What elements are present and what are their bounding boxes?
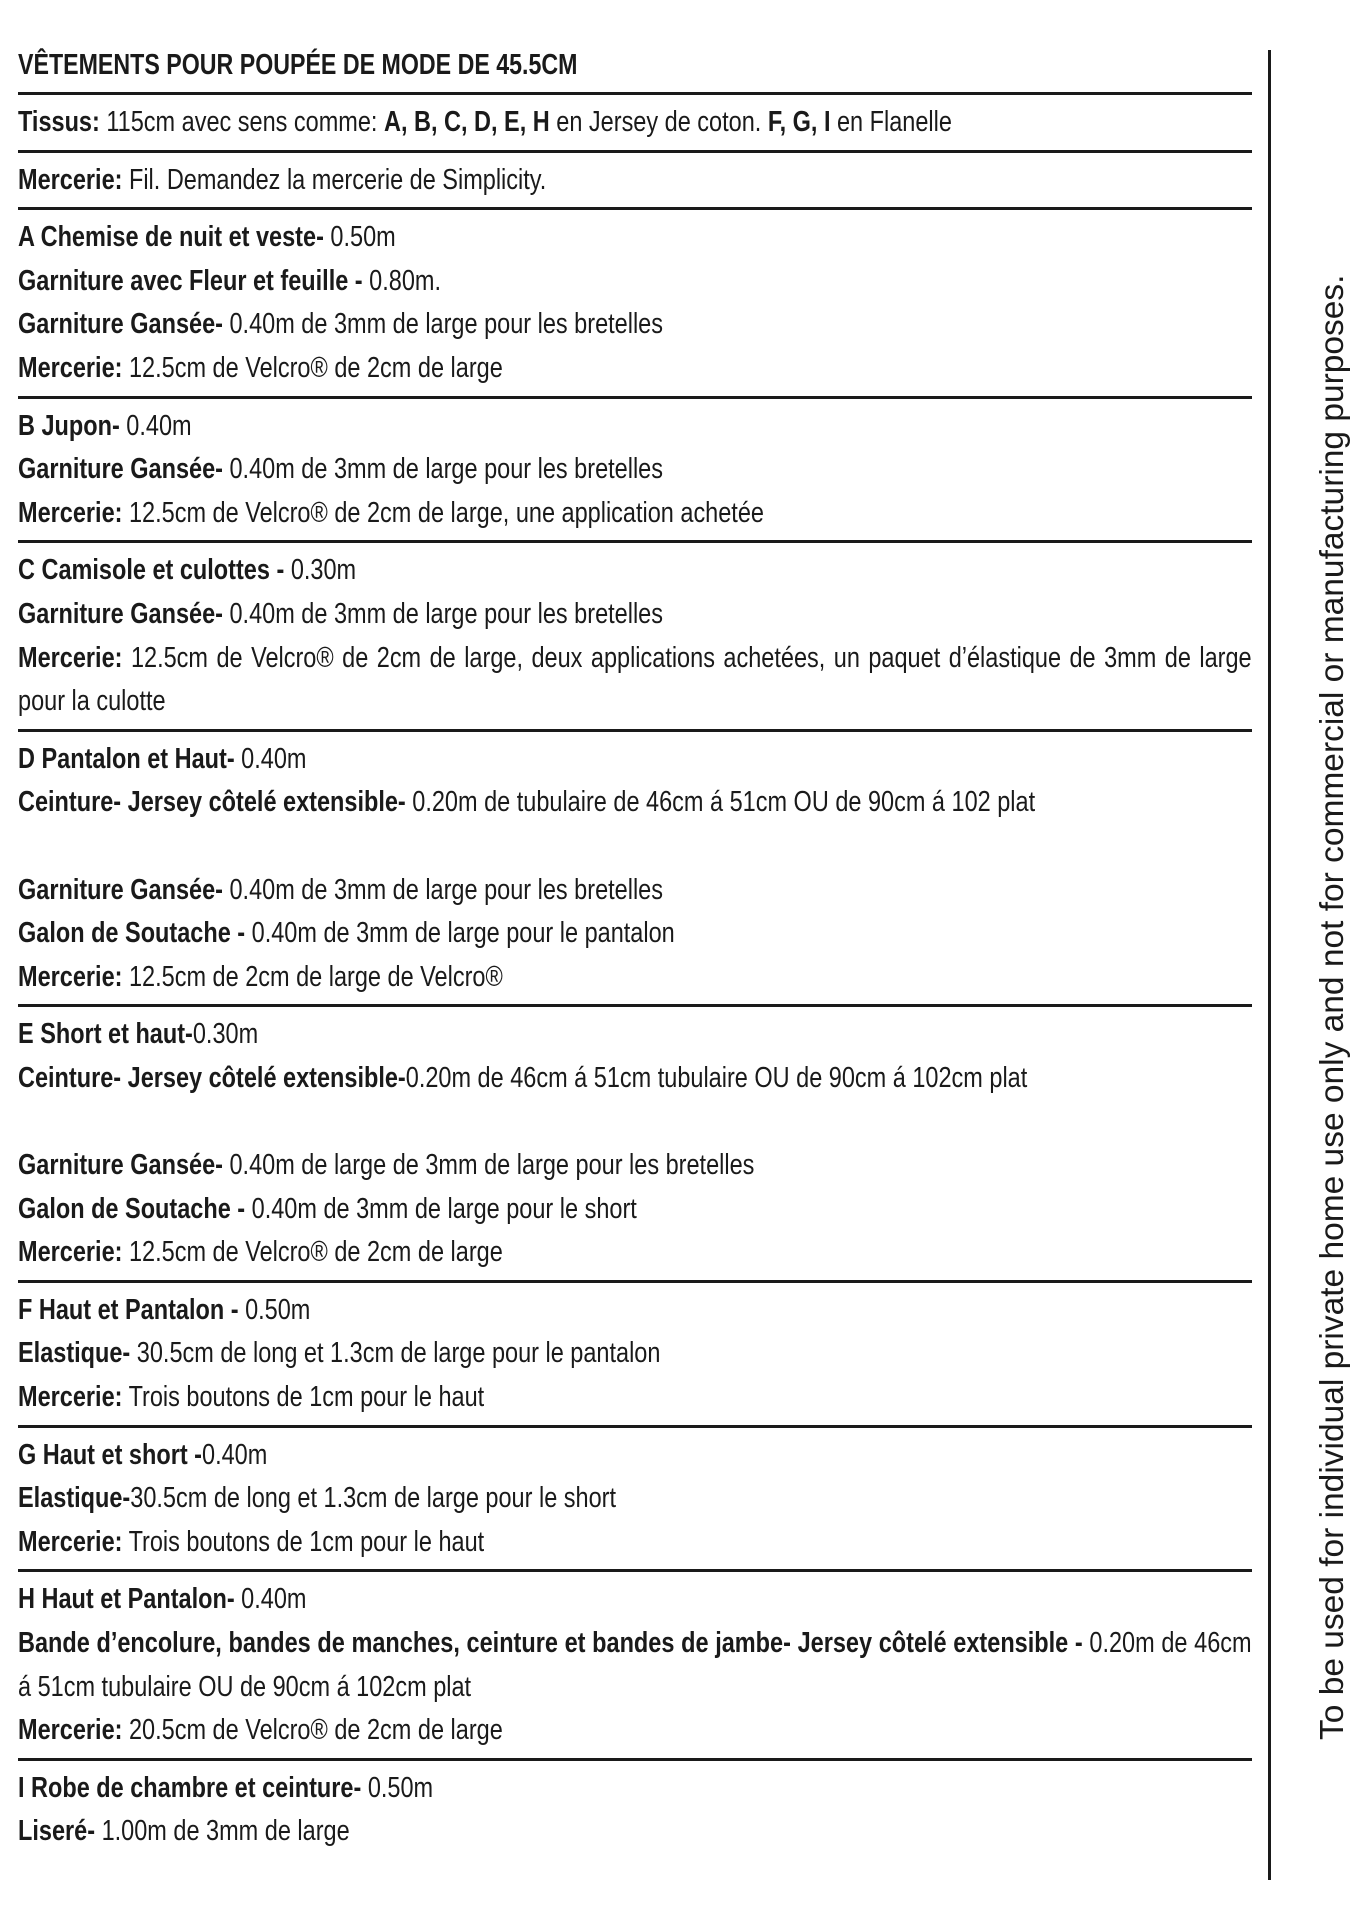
view-c-notions-value: 12.5cm de Velcro® de 2cm de large, deux applications achetées, un paquet d’élastique de 3mm de large pour la culotte <box>18 641 1252 718</box>
view-e-trim-piping-value: 0.40m de large de 3mm de large pour les bretelles <box>222 1149 755 1182</box>
view-i-heading <box>18 1767 1018 1811</box>
view-d-trim-piping <box>18 869 1018 913</box>
view-d-waistband-label: Ceinture- Jersey côtelé extensible- <box>18 786 406 819</box>
view-i-title: I Robe de chambre et ceinture- <box>18 1771 362 1804</box>
view-d-trim-piping-label: Garniture Gansée- <box>18 873 223 906</box>
view-h-section <box>18 1569 1252 1757</box>
view-d-section <box>18 729 1252 1005</box>
view-f-title: F Haut et Pantalon - <box>18 1293 239 1326</box>
pattern-requirements <box>18 38 1252 1859</box>
view-e-waistband-value: 0.20m de 46cm á 51cm tubulaire OU de 90cm á 102cm plat <box>405 1061 1028 1094</box>
view-h-bands-value: 0.20m de 46cm á 51cm tubulaire OU de 90cm á 102cm plat <box>18 1627 1252 1703</box>
view-f-notions-label: Mercerie: <box>18 1381 123 1414</box>
view-h-bands <box>18 1622 1252 1709</box>
view-d-soutache-label: Galon de Soutache - <box>18 917 246 950</box>
spacer <box>18 1100 1252 1144</box>
view-b-trim-piping-label: Garniture Gansée- <box>18 453 223 486</box>
view-a-trim-flower-label: Garniture avec Fleur et feuille - <box>18 264 363 297</box>
view-d-waistband-value: 0.20m de tubulaire de 46cm á 51cm OU de 90cm á 102 plat <box>405 786 1036 819</box>
view-d-notions-value: 12.5cm de 2cm de large de Velcro® <box>122 960 503 993</box>
view-d-soutache-value: 0.40m de 3mm de large pour le pantalon <box>245 917 675 950</box>
view-d-heading <box>18 738 1018 782</box>
view-e-waistband-label: Ceinture- Jersey côtelé extensible- <box>18 1061 406 1094</box>
view-g-notions-value: Trois boutons de 1cm pour le haut <box>122 1525 485 1558</box>
view-f-notions <box>18 1376 1018 1420</box>
view-a-heading <box>18 216 1018 260</box>
view-c-trim-piping-value: 0.40m de 3mm de large pour les bretelles <box>222 597 663 630</box>
page-title: VÊTEMENTS POUR POUPÉE DE MODE DE 45.5CM <box>18 49 578 81</box>
view-a-trim-piping-value: 0.40m de 3mm de large pour les bretelles <box>222 308 663 341</box>
view-e-trim-piping <box>18 1144 1018 1188</box>
view-a-trim-flower <box>18 260 1018 304</box>
view-e-soutache-value: 0.40m de 3mm de large pour le short <box>245 1192 637 1225</box>
view-f-notions-value: Trois boutons de 1cm pour le haut <box>122 1381 485 1414</box>
fabric-section <box>18 92 1252 150</box>
view-c-yardage: 0.30m <box>284 554 357 587</box>
view-i-binding-label: Liseré- <box>18 1815 96 1848</box>
view-h-heading <box>18 1578 1018 1622</box>
view-g-notions-label: Mercerie: <box>18 1525 123 1558</box>
view-d-waistband <box>18 781 1036 825</box>
notions-section <box>18 150 1252 208</box>
view-b-trim-piping <box>18 448 1018 492</box>
view-c-notions-label: Mercerie: <box>18 641 123 674</box>
view-a-yardage: 0.50m <box>323 221 396 254</box>
fabric-views-jersey: A, B, C, D, E, H <box>383 106 550 138</box>
view-c-trim-piping-label: Garniture Gansée- <box>18 597 223 630</box>
view-e-notions-value: 12.5cm de Velcro® de 2cm de large <box>122 1236 503 1269</box>
view-d-notions <box>18 956 1018 1000</box>
view-g-yardage: 0.40m <box>202 1438 268 1471</box>
view-e-yardage: 0.30m <box>192 1018 259 1051</box>
view-f-yardage: 0.50m <box>238 1293 311 1326</box>
view-i-section <box>18 1758 1252 1859</box>
view-d-soutache <box>18 912 1018 956</box>
view-e-notions-label: Mercerie: <box>18 1236 123 1269</box>
view-f-section <box>18 1280 1252 1425</box>
view-a-notions <box>18 347 1018 391</box>
vertical-divider <box>1268 50 1271 1880</box>
view-a-trim-flower-value: 0.80m. <box>362 264 441 297</box>
view-g-heading <box>18 1434 1018 1478</box>
view-e-soutache-label: Galon de Soutache - <box>18 1192 246 1225</box>
view-h-notions-label: Mercerie: <box>18 1714 123 1747</box>
view-h-title: H Haut et Pantalon- <box>18 1583 235 1616</box>
view-d-notions-label: Mercerie: <box>18 960 123 993</box>
view-b-notions-value: 12.5cm de Velcro® de 2cm de large, une application achetée <box>122 496 764 529</box>
fabric-width: 115cm avec sens comme: <box>99 106 384 138</box>
view-a-title: A Chemise de nuit et veste- <box>18 221 324 254</box>
view-c-heading <box>18 549 1018 593</box>
view-g-elastic <box>18 1477 1018 1521</box>
view-a-notions-value: 12.5cm de Velcro® de 2cm de large <box>122 351 503 384</box>
view-a-section <box>18 207 1252 395</box>
view-b-heading <box>18 405 1018 449</box>
view-f-elastic-label: Elastique- <box>18 1337 131 1370</box>
view-i-binding <box>18 1810 1018 1854</box>
view-b-yardage: 0.40m <box>119 409 192 442</box>
view-f-elastic-value: 30.5cm de long et 1.3cm de large pour le pantalon <box>130 1337 661 1370</box>
fabric-label: Tissus: <box>18 106 100 138</box>
view-i-binding-value: 1.00m de 3mm de large <box>95 1815 350 1848</box>
view-h-notions-value: 20.5cm de Velcro® de 2cm de large <box>122 1714 503 1747</box>
view-g-elastic-value: 30.5cm de long et 1.3cm de large pour le short <box>130 1482 617 1515</box>
view-e-heading <box>18 1013 1018 1057</box>
view-c-notions <box>18 637 1252 724</box>
view-i-yardage: 0.50m <box>361 1771 434 1804</box>
view-e-section <box>18 1004 1252 1280</box>
view-e-title: E Short et haut- <box>18 1018 193 1051</box>
view-h-notions <box>18 1709 1018 1753</box>
view-b-notions <box>18 492 1018 536</box>
view-g-title: G Haut et short - <box>18 1438 203 1471</box>
fabric-jersey-text: en Jersey de coton. <box>549 106 768 138</box>
view-d-title: D Pantalon et Haut- <box>18 742 235 775</box>
view-e-trim-piping-label: Garniture Gansée- <box>18 1149 223 1182</box>
view-e-soutache <box>18 1188 1018 1232</box>
view-a-trim-piping <box>18 303 1018 347</box>
view-d-trim-piping-value: 0.40m de 3mm de large pour les bretelles <box>222 873 663 906</box>
view-h-bands-label: Bande d’encolure, bandes de manches, ceinture et bandes de jambe- Jersey côtelé extensible - <box>18 1627 1083 1659</box>
view-b-title: B Jupon- <box>18 409 120 442</box>
view-c-section <box>18 540 1252 728</box>
view-c-trim-piping <box>18 593 1018 637</box>
notions-line <box>18 159 1018 203</box>
view-f-elastic <box>18 1332 1018 1376</box>
view-b-trim-piping-value: 0.40m de 3mm de large pour les bretelles <box>222 453 663 486</box>
view-e-notions <box>18 1231 1018 1275</box>
view-b-notions-label: Mercerie: <box>18 496 123 529</box>
view-a-trim-piping-label: Garniture Gansée- <box>18 308 223 341</box>
notions-label: Mercerie: <box>18 163 123 196</box>
fabric-flannel-text: en Flanelle <box>830 106 952 138</box>
usage-disclaimer: To be used for individual private home use only and not for commercial or manufacturing purposes. <box>1314 274 1351 1740</box>
view-b-section <box>18 396 1252 541</box>
fabric-line <box>18 101 1018 145</box>
view-f-heading <box>18 1289 1018 1333</box>
view-g-section <box>18 1425 1252 1570</box>
view-c-title: C Camisole et culottes - <box>18 554 285 587</box>
view-e-waistband <box>18 1057 1028 1101</box>
spacer <box>18 825 1252 869</box>
fabric-views-flannel: F, G, I <box>767 106 831 138</box>
view-h-yardage: 0.40m <box>234 1583 307 1616</box>
view-a-notions-label: Mercerie: <box>18 351 123 384</box>
notions-text: Fil. Demandez la mercerie de Simplicity. <box>122 163 547 196</box>
view-d-yardage: 0.40m <box>234 742 307 775</box>
view-g-elastic-label: Elastique- <box>18 1482 131 1515</box>
view-g-notions <box>18 1521 1018 1565</box>
